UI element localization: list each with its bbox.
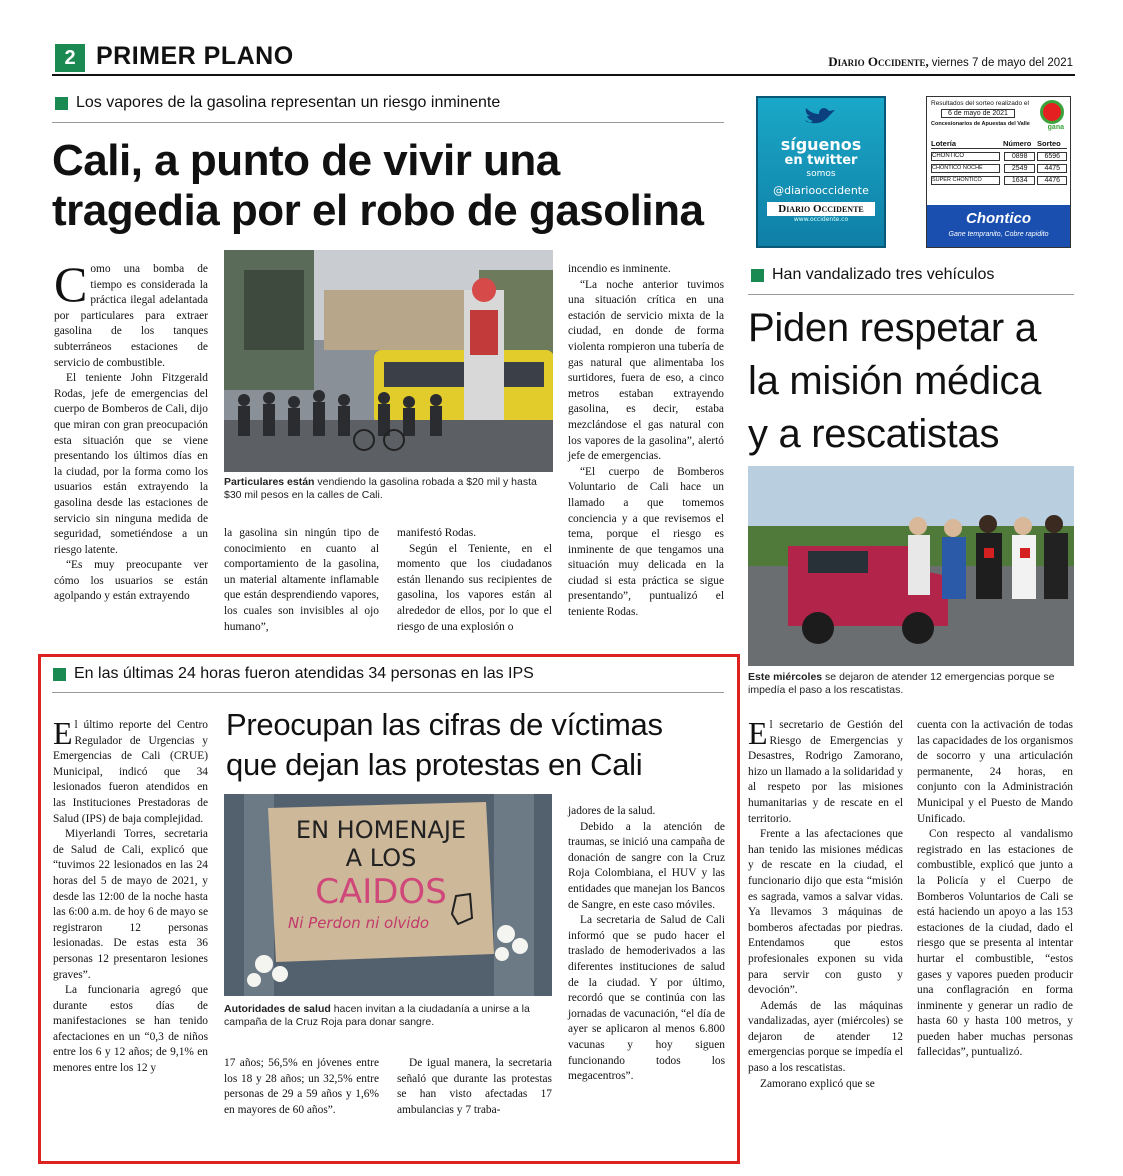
twitter-ad[interactable] — [756, 96, 886, 248]
chontico-slogan: Gane tempranito, Cobre rapidito — [948, 231, 1049, 238]
story1-col4-p1: incendio es inminente. — [568, 263, 671, 275]
story3-col1-p2: Miyerlandi Torres, secretaria de Salud de Cali, explicó que “tuvimos 22 lesionados en las 24 horas del 5 de mayo de 2021, y desde las 12:00 de la noche hasta las 6:00 a.m. de hoy 6 de mayo se registraron 12 personas lesionadas. De estas esta 36 personas 12 presentaron lesiones graves”. — [53, 828, 208, 981]
story3-col4-p3: La secretaria de Salud de Cali informó que se pudo hacer el traslado de hemoderivados a las diferentes instituciones de salud de la ciudad. Y por último, recordó que se continúa con las jornadas de vacunación, “el día de ayer se aplicaron al menos 6.800 vacunas y hoy siguen funcionando todos los megacentros”. — [568, 914, 725, 1083]
story2-col2-p2: Con respecto al vandalismo registrado en las estaciones de combustible, explicó que junto a la Policía y el Cuerpo de Bomberos Voluntarios de Cali se está haciendo un apoyo a las 153 estaciones de la ciudad, dado el riesgo que se presenta al intentar hurtar el combustible, “estos gases y vapores pueden producir una conflagración en forma inminente y generar un radio de hasta 60 y hasta 100 metros, y pueden haber muchas personas fallecidas”, puntualizó. — [917, 828, 1073, 1059]
story3-kicker-rule — [52, 692, 724, 693]
issue-date: viernes 7 de mayo del 2021 — [931, 57, 1073, 69]
lottery-row — [931, 164, 1067, 173]
row-name: CHONTICO — [931, 152, 1000, 161]
story2-col1-p1: l secretario de Gestión del Riesgo de Emergencias y Desastres, Rodrigo Zamorano, hizo un llamado a la solidaridad y al respeto por las misiones humanitarias y de rescate en el territorio. — [748, 719, 903, 825]
kicker-square-icon — [55, 97, 68, 110]
lottery-row — [931, 152, 1067, 161]
memorial-sign — [276, 816, 486, 934]
caption-bold: Este miércoles — [748, 671, 823, 683]
twitter-bird-icon — [801, 102, 841, 132]
row-numero: 0898 — [1004, 152, 1036, 161]
lottery-date: 6 de mayo de 2021 — [941, 109, 1015, 118]
lottery-org: Concesionarios de Apuestas del Valle — [931, 121, 1030, 127]
story2-kicker — [751, 266, 994, 284]
story1-col1-p2: El teniente John Fitzgerald Rodas, jefe de emergencias del cuerpo de Bomberos de Cali, dijo que miran con gran preocupación esta situación que se viene presentando los últimos días en la ciudad, por la forma como los usuarios están extrayendo la gasolina desde las estaciones de servicio sin ninguna medida de seguridad, sometiéndose a un riesgo latente. — [54, 372, 208, 556]
header-rule — [52, 74, 1075, 76]
twitter-handle: @diariooccidente — [773, 184, 869, 197]
story3-col4-p1: jadores de la salud. — [568, 805, 656, 817]
story1-col4 — [568, 262, 724, 621]
story3-headline-line2: que dejan las protestas en Cali — [226, 747, 643, 782]
row-numero: 1634 — [1004, 176, 1036, 185]
story1-col2-text: la gasolina sin ningún tipo de conocimiento en cuanto al comportamiento de la gasolina, un material altamente inflamable que están desprendiendo vapores, los cuales son invisibles al ojo humano”, — [224, 527, 379, 633]
story3-col4-p2: Debido a la atención de traumas, se inició una campaña de donación de sangre con la Cruz Roja Colombiana, el HUV y las entidades que manejan los Bancos de Sangre, en este caso móviles. — [568, 820, 725, 911]
col-loteria: Lotería — [931, 139, 957, 148]
row-sorteo: 6596 — [1037, 152, 1067, 161]
story1-col3 — [397, 526, 552, 635]
story3-photo-caption — [224, 1003, 552, 1029]
row-name: SUPER CHONTICO — [931, 176, 1000, 185]
caption-bold: Particulares están — [224, 476, 315, 488]
story1-headline-line1: Cali, a punto de vivir una — [52, 136, 560, 185]
story1-col1 — [54, 256, 208, 605]
story2-headline-line2: la misión médica — [748, 359, 1042, 403]
story1-col2 — [224, 526, 379, 635]
story1-col1-p1: omo una bomba de tiempo es considerada la práctica ilegal adelantada por particulares para extraer gasolina de los tanques subterráneos estaciones de servicio de combustible. — [54, 263, 208, 369]
twitter-line3: somos — [806, 169, 836, 179]
story1-col4-p3: “El cuerpo de Bomberos Voluntario de Cali hace un llamado a que tomemos conciencia y a que revisemos el tema, porque el riesgo es inminente de que tengamos una situación muy delicada en la ciudad si esta práctica se sigue presentando”, puntualizó el teniente Rodas. — [568, 465, 724, 619]
drop-cap: E — [53, 715, 73, 751]
story2-headline-line1: Piden respetar a — [748, 306, 1037, 350]
row-sorteo: 4475 — [1037, 164, 1067, 173]
story1-headline-line2: tragedia por el robo de gasolina — [52, 186, 704, 235]
caption-text: se dejaron de atender 12 emergencias porque se impedía el paso a los rescatistas. — [748, 671, 1055, 696]
story3-col3 — [397, 1056, 552, 1118]
caption-text: vendiendo la gasolina robada a $20 mil y hasta $30 mil pesos en la calles de Cali. — [224, 476, 537, 501]
kicker-square-icon — [751, 269, 764, 282]
lottery-table — [931, 139, 1067, 185]
sign-line4: Ni Perdon ni olvido — [288, 914, 430, 932]
story2-col1-p3: Además de las máquinas vandalizadas, ayer (miércoles) se dejaron de atender 12 emergencias porque se impedía el paso a los rescatistas. — [748, 999, 903, 1075]
sign-line1: EN HOMENAJE — [295, 816, 467, 844]
drop-cap: E — [748, 715, 768, 751]
story1-kicker-rule — [52, 122, 724, 123]
drop-cap: C — [54, 256, 88, 312]
lottery-table-header — [931, 139, 1067, 149]
sign-line3: CAIDOS — [315, 872, 447, 912]
story3-kicker-text: En las últimas 24 horas fueron atendidas 34 personas en las IPS — [74, 665, 534, 682]
lottery-brand: gana — [1047, 124, 1064, 131]
story2-col2-p1: cuenta con la activación de todas las capacidades de los organismos de socorro y una articulación permanente, 24 horas, en conjunto con la Administración Municipal y el Puesto de Mando Unificado. — [917, 719, 1073, 825]
story1-headline — [52, 136, 703, 236]
rescue-photo — [748, 466, 1074, 666]
story2-headline-line3: y a rescatistas — [748, 412, 1000, 456]
page-number-box — [55, 44, 85, 72]
col-sorteo: Sorteo — [1037, 139, 1061, 148]
story2-col1-p4: Zamorano explicó que se — [760, 1077, 875, 1090]
caption-bold: Autoridades de salud — [224, 1003, 331, 1015]
twitter-line1: síguenos — [780, 135, 862, 154]
col-numero: Número — [1003, 139, 1032, 148]
row-numero: 2549 — [1004, 164, 1036, 173]
row-name: CHONTICO NOCHE — [931, 164, 1000, 173]
memorial-photo — [224, 794, 552, 996]
story3-col2-text: 17 años; 56,5% en jóvenes entre los 18 y 28 años; un 32,5% entre personas de 29 a 59 años y 1,6% en mayores de 60 años”. — [224, 1057, 379, 1116]
story3-col2 — [224, 1056, 379, 1118]
sign-line2: A LOS — [345, 844, 417, 872]
gas-station-photo — [224, 250, 553, 472]
story3-col4 — [568, 804, 725, 1085]
story3-headline — [226, 705, 663, 785]
twitter-url: www.occidente.co — [793, 216, 849, 223]
twitter-line2: en twitter — [784, 153, 858, 168]
twitter-logo: Diario Occidente — [767, 202, 875, 216]
story3-headline-line1: Preocupan las cifras de víctimas — [226, 707, 663, 742]
story2-kicker-text: Han vandalizado tres vehículos — [772, 266, 995, 283]
story2-kicker-rule — [748, 294, 1074, 295]
section-title: PRIMER PLANO — [96, 42, 294, 70]
story1-col3-p2: Según el Teniente, en el momento que los ciudadanos están llenando sus recipientes de gasolina, los vapores están al alrededor de ellos, por lo que el riesgo de una explosión o — [397, 542, 552, 633]
kicker-square-icon — [53, 668, 66, 681]
row-sorteo: 4476 — [1037, 176, 1067, 185]
story1-photo-caption — [224, 476, 554, 502]
gana-logo-icon — [1040, 100, 1064, 124]
story2-headline — [748, 302, 1041, 461]
page-number: 2 — [64, 47, 76, 69]
story1-kicker — [55, 94, 500, 112]
chontico-logo: Chontico — [966, 210, 1031, 227]
story1-kicker-text: Los vapores de la gasolina representan un riesgo inminente — [76, 94, 501, 111]
story2-col2 — [917, 718, 1073, 1061]
lottery-results-line: Resultados del sorteo realizado el — [931, 100, 1029, 107]
story2-col1 — [748, 715, 903, 1092]
lottery-row — [931, 176, 1067, 185]
story2-col1-p2: Frente a las afectaciones que han tenido las misiones médicas y de rescate en la ciudad, el funcionario dijo que esta “misión es sagrada, vamos a salvar vidas. Ya llevamos 3 máquinas de bomberos afectadas por piedras. Entendamos que estos profesionales exponen su vida para servir con gusto y devoción”. — [748, 828, 903, 997]
story1-col3-p1: manifestó Rodas. — [397, 527, 477, 539]
masthead-date — [828, 54, 1073, 70]
gas-station-illustration — [224, 250, 553, 472]
story2-photo-caption — [748, 671, 1074, 697]
masthead-name: Diario Occidente, — [828, 54, 929, 69]
story3-col1 — [53, 715, 208, 1077]
story3-col1-p1: l último reporte del Centro Regulador de Urgencias y Emergencias de Cali (CRUE) Municipal, indicó que 34 lesionados fueron atendidos en las Instituciones Prestadoras de Salud (IPS) de baja complejidad. — [53, 719, 208, 825]
story1-col1-p3: “Es muy preocupante ver cómo los usuarios se están agolpando y están extrayendo — [54, 559, 208, 603]
caption-text: hacen invitan a la ciudadanía a unirse a la campaña de la Cruz Roja para donar sangre. — [224, 1003, 530, 1028]
story1-col4-p2: “La noche anterior tuvimos una situación crítica en una estación de servicio mixta de la ciudad, en donde de forma violenta rompieron una tubería de gas natural que alimentaba los surtidores, fuera de eso, a cinco metros estaban extrayendo gasolina, es decir, estaba mezclándose el gas natural con los vapores de la gasolina”, alertó jefe de emergencias. — [568, 278, 724, 463]
chontico-banner — [927, 205, 1070, 247]
story3-kicker — [53, 665, 534, 683]
rescue-illustration — [748, 466, 1074, 666]
story3-col1-p3: La funcionaria agregó que durante estos días de manifestaciones se han tenido afectaciones en un “0,3 de niños entre los 6 y 12 años; de 9,1% en menores entre los 12 y — [53, 984, 208, 1075]
lottery-ad — [926, 96, 1071, 248]
story3-col3-text: De igual manera, la secretaria señaló que durante las protestas se han visto afectadas 17 ambulancias y 7 traba- — [397, 1057, 552, 1116]
